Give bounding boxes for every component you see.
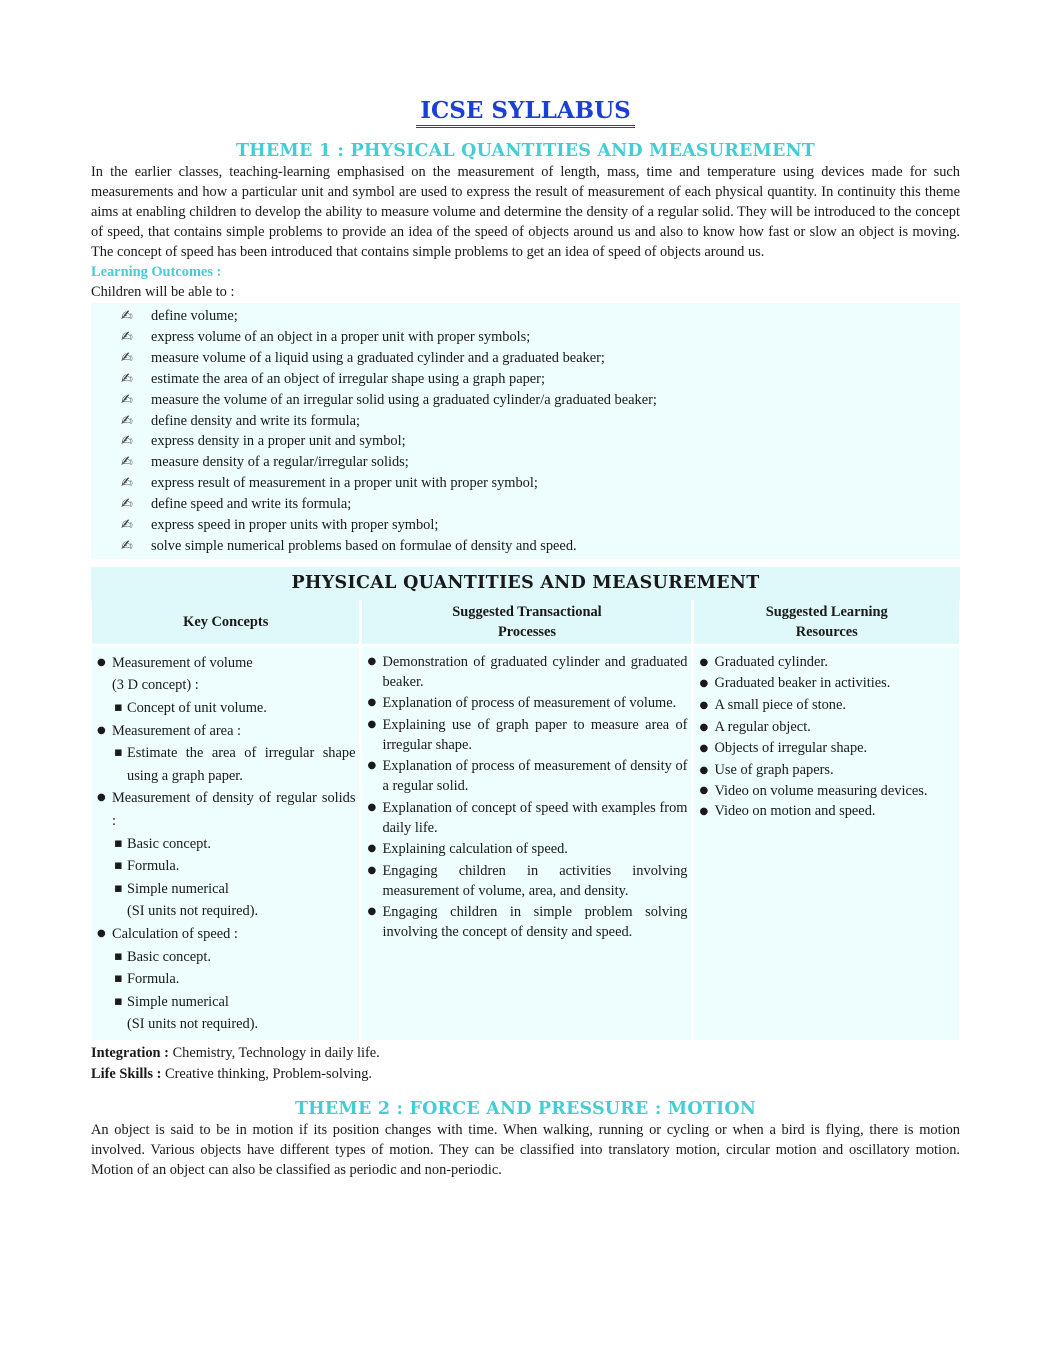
list-item — [366, 902, 687, 942]
list-item-text: define volume; — [151, 308, 238, 324]
list-item-text: Use of graph papers. — [714, 761, 834, 778]
list-item-text: Objects of irregular shape. — [714, 740, 868, 757]
learning-outcomes-intro: Children will be able to : — [91, 284, 235, 300]
list-item — [698, 760, 955, 782]
pen-bullet-icon: ✍ — [121, 391, 133, 408]
pen-bullet-icon: ✍ — [121, 370, 133, 387]
list-item — [366, 861, 687, 901]
header-key-concepts: Key Concepts — [92, 600, 359, 644]
list-item — [366, 839, 687, 859]
integration-line: Integration : Chemistry, Technology in daily life. — [91, 1044, 380, 1061]
list-item-text: measure volume of a liquid using a graduated cylinder and a graduated beaker; — [151, 349, 605, 366]
list-item — [121, 431, 960, 452]
list-item-text: Explanation of process of measurement of volume. — [382, 695, 677, 712]
theme1-heading: THEME 1 : PHYSICAL QUANTITIES AND MEASUREMENT — [235, 141, 816, 161]
sub-item: ▪ Formula. — [112, 855, 355, 878]
sub-item: ▪ Concept of unit volume. — [112, 697, 355, 720]
pen-bullet-icon: ✍ — [121, 475, 133, 492]
list-item-text: Explanation of process of measurement of density of a regular solid. — [382, 758, 688, 795]
list-item-text: Video on motion and speed. — [714, 803, 876, 820]
list-item-text: Explanation of concept of speed with examples from daily life. — [382, 799, 688, 836]
list-item — [121, 327, 960, 348]
list-item — [698, 738, 955, 760]
pen-bullet-icon: ✍ — [121, 517, 133, 534]
table-title: PHYSICAL QUANTITIES AND MEASUREMENT — [91, 567, 960, 600]
list-item — [121, 369, 960, 390]
table-header-row — [92, 600, 959, 644]
list-item: ● Measurement of area : ▪ Estimate the area of irregular shape using a graph paper. — [96, 720, 355, 788]
list-item — [366, 693, 687, 713]
pen-bullet-icon: ✍ — [121, 308, 133, 324]
list-item — [121, 390, 960, 411]
list-item-text: Explaining use of graph paper to measure area of irregular shape. — [382, 716, 688, 753]
list-item — [366, 756, 687, 796]
theme2-intro: An object is said to be in motion if its position changes with time. When walking, running or cycling or when a bird is flying, there is motion involved. Various objects have different types of motion. They can be classified into translatory motion, circular motion and oscillatory motion. Motion of an object can also be classified as periodic and non-periodic. — [91, 1121, 960, 1178]
sub-item: ▪ Simple numerical (SI units not required). — [112, 991, 355, 1036]
list-item-text: express speed in proper units with proper symbol; — [151, 517, 439, 534]
list-item: ● Measurement of volume (3 D concept) : ▪ Concept of unit volume. — [96, 652, 355, 720]
header-resources: Suggested Learning Resources — [694, 600, 959, 644]
list-item — [121, 515, 960, 536]
list-item-text: Engaging children in activities involving measurement of volume, area, and density. — [382, 862, 688, 899]
list-item — [698, 673, 955, 695]
list-item-text: Graduated cylinder. — [714, 653, 828, 670]
list-item: ● Measurement of density of regular solids : ▪ Basic concept. ▪ Formula. ▪ Simple numerical (SI units not required). — [96, 787, 355, 923]
pen-bullet-icon: ✍ — [121, 349, 133, 366]
list-item — [121, 306, 960, 327]
processes-cell — [362, 647, 691, 1040]
list-item — [121, 411, 960, 432]
list-item-text: solve simple numerical problems based on formulae of density and speed. — [151, 537, 577, 554]
resources-list — [698, 652, 955, 823]
syllabus-table — [91, 567, 960, 1043]
list-item — [121, 348, 960, 369]
list-item — [366, 652, 687, 692]
key-concepts-list — [96, 652, 355, 1036]
list-item-text: measure the volume of an irregular solid using a graduated cylinder/a graduated beaker; — [151, 391, 657, 408]
list-item-text: A small piece of stone. — [714, 697, 846, 714]
sub-item: ▪ Simple numerical (SI units not required). — [112, 878, 355, 923]
pen-bullet-icon: ✍ — [121, 496, 133, 513]
list-item-text: A regular object. — [714, 718, 811, 735]
list-item-text: express volume of an object in a proper unit with proper symbols; — [151, 328, 531, 345]
list-item-text: estimate the area of an object of irregular shape using a graph paper; — [151, 370, 545, 387]
pen-bullet-icon: ✍ — [121, 454, 133, 471]
list-item-text: Engaging children in simple problem solving involving the concept of density and speed. — [382, 904, 688, 941]
learning-outcomes-heading: Learning Outcomes : — [91, 264, 222, 280]
list-item — [698, 652, 955, 674]
list-item — [121, 536, 960, 557]
list-item — [121, 494, 960, 515]
list-item-text: define speed and write its formula; — [151, 496, 352, 513]
sub-item: ▪ Formula. — [112, 968, 355, 991]
table-body-row — [92, 647, 959, 1040]
sub-item: ▪ Basic concept. — [112, 833, 355, 856]
list-item-text: define density and write its formula; — [151, 412, 361, 429]
list-item-text: Demonstration of graduated cylinder and graduated beaker. — [382, 653, 688, 690]
list-item — [121, 452, 960, 473]
pen-bullet-icon: ✍ — [121, 433, 133, 450]
resources-cell — [694, 647, 959, 1040]
list-item-text: Graduated beaker in activities. — [714, 675, 891, 692]
theme2-heading: THEME 2 : FORCE AND PRESSURE : MOTION — [294, 1098, 757, 1119]
pen-bullet-icon: ✍ — [121, 328, 133, 345]
list-item-text: measure density of a regular/irregular solids; — [151, 454, 409, 471]
list-item-text: express result of measurement in a proper unit with proper symbol; — [151, 475, 538, 492]
pen-bullet-icon: ✍ — [121, 537, 133, 554]
theme1-intro: In the earlier classes, teaching-learning emphasised on the measurement of length, mass, time and temperature using devices made for such measurements and how a particular unit and symbol are used to express the result of measurement of each physical quantity. In continuity this theme aims at enabling children to develop the ability to measure volume and determine the density of a regular solid. They will be introduced to the concept of speed, that contains simple problems to provide an idea of the speed of objects around us and also to know how fast or slow an object is moving. The concept of speed has been introduced that contains simple problems to get an idea of speed of objects around us. — [91, 164, 960, 260]
document-page — [91, 96, 960, 1180]
list-item: ● Calculation of speed : ▪ Basic concept. ▪ Formula. ▪ Simple numerical (SI units not required). — [96, 923, 355, 1036]
page-title: ICSE SYLLABUS — [91, 96, 960, 126]
list-item — [698, 717, 955, 739]
header-processes: Suggested Transactional Processes — [362, 600, 691, 644]
key-concepts-cell — [92, 647, 359, 1040]
list-item — [366, 715, 687, 755]
learning-outcomes-list — [91, 303, 960, 559]
list-item-text: Explaining calculation of speed. — [382, 841, 568, 858]
list-item — [698, 801, 955, 823]
list-item — [121, 473, 960, 494]
list-item-text: Video on volume measuring devices. — [714, 783, 928, 800]
list-item — [366, 798, 687, 838]
concepts-table — [89, 597, 962, 1043]
list-item — [698, 781, 955, 801]
list-item — [698, 695, 955, 717]
life-skills-line: Life Skills : Creative thinking, Problem-solving. — [91, 1065, 373, 1082]
processes-list — [366, 652, 687, 943]
pen-bullet-icon: ✍ — [121, 412, 133, 429]
list-item-text: express density in a proper unit and symbol; — [151, 433, 406, 450]
sub-item: ▪ Estimate the area of irregular shape using a graph paper. — [112, 742, 355, 787]
sub-item: ▪ Basic concept. — [112, 946, 355, 969]
